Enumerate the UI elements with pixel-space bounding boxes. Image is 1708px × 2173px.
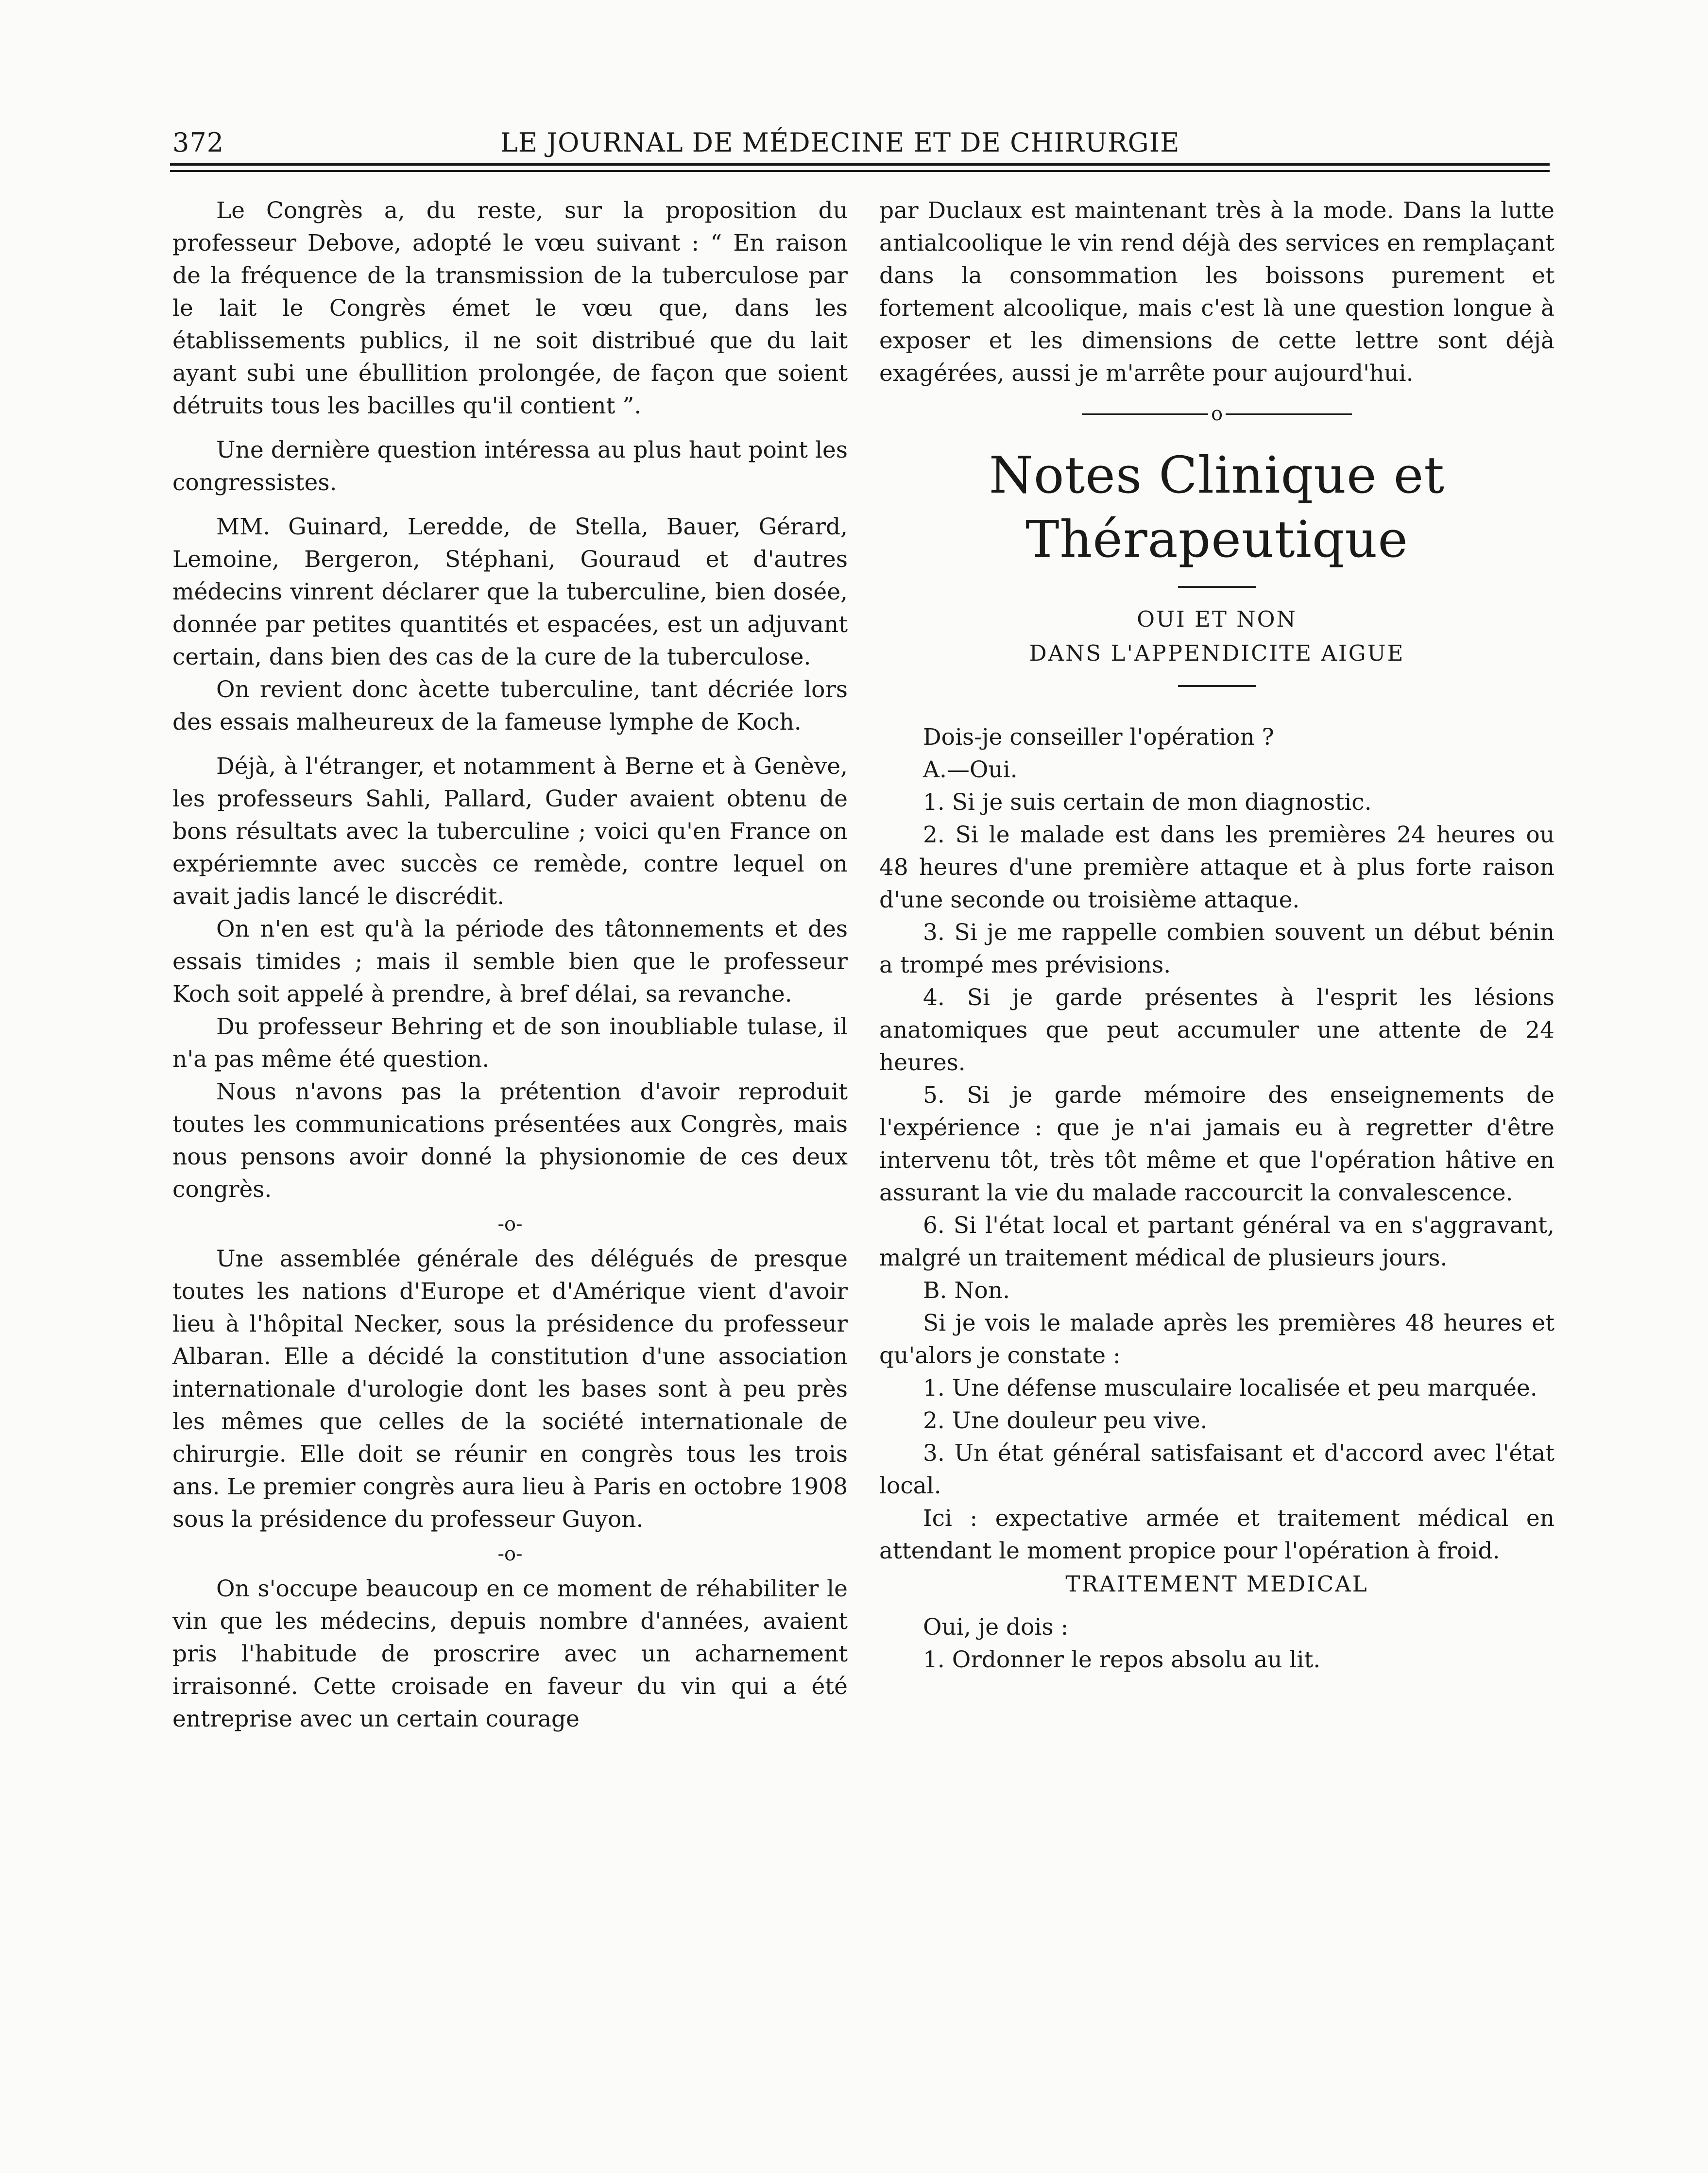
subtitle: DANS L'APPENDICITE AIGUE xyxy=(1029,640,1405,666)
a-label: A.—Oui. xyxy=(923,756,1018,783)
list-item: 1. Une défense musculaire localisée et peu marquée. xyxy=(923,1375,1537,1402)
paragraph: On n'en est qu'à la période des tâtonnements et des essais timides ; mais il semble bien que le professeur Koch soit appelé à prendre, à bref délai, sa revanche. xyxy=(172,916,848,1008)
list-item: 5. Si je garde mémoire des enseignements de l'expérience : que je n'ai jamais eu à regretter d'être intervenu tôt, très tôt même et que l'opération hâtive en assurant la vie du malade raccourcit la convalescence. xyxy=(879,1082,1554,1206)
paragraph: On revient donc àcette tuberculine, tant décriée lors des essais malheureux de la fameuse lymphe de Koch. xyxy=(172,676,848,736)
page-number: 372 xyxy=(172,127,224,158)
list-item: 1. Ordonner le repos absolu au lit. xyxy=(923,1646,1321,1673)
running-title: LE JOURNAL DE MÉDECINE ET DE CHIRURGIE xyxy=(500,127,1180,158)
header-rule-thin xyxy=(170,170,1550,172)
paragraph: MM. Guinard, Leredde, de Stella, Bauer, Gérard, Lemoine, Bergeron, Stéphani, Gouraud et d'autres médecins vinrent déclarer que la tuberculine, bien dosée, donnée par petites quantités et espacées, est un adjuvant certain, dans bien des cas de la cure de la tuberculose. xyxy=(172,513,848,670)
header-rule xyxy=(170,163,1550,166)
separator: o xyxy=(879,404,1554,424)
section-title: Notes Clinique et Thérapeutique xyxy=(989,445,1445,569)
b-label: B. Non. xyxy=(923,1277,1010,1304)
subtitle: OUI ET NON xyxy=(1137,606,1297,632)
list-item: 3. Un état général satisfaisant et d'accord avec l'état local. xyxy=(879,1440,1554,1499)
paragraph: Ici : expectative armée et traitement médical en attendant le moment propice pour l'opération à froid. xyxy=(879,1505,1554,1564)
paragraph: Une assemblée générale des délégués de presque toutes les nations d'Europe et d'Amérique vient d'avoir lieu à l'hôpital Necker, sous la présidence du professeur Albaran. Elle a décidé la constitution d'une association internationale d'urologie dont les bases sont à peu près les mêmes que celles de la société internationale de chirurgie. Elle doit se réunir en congrès tous les trois ans. Le premier congrès aura lieu à Paris en octobre 1908 sous la présidence du professeur Guyon. xyxy=(172,1246,848,1533)
list-item: 2. Une douleur peu vive. xyxy=(923,1407,1208,1434)
treatment-heading: TRAITEMENT MEDICAL xyxy=(1065,1571,1368,1597)
question: Dois-je conseiller l'opération ? xyxy=(923,724,1274,751)
list-item: 3. Si je me rappelle combien souvent un début bénin a trompé mes prévisions. xyxy=(879,919,1554,978)
paragraph: par Duclaux est maintenant très à la mode. Dans la lutte antialcoolique le vin rend déjà des services en remplaçant dans la consommation les boissons purement et fortement alcoolique, mais c'est là une question longue à exposer et les dimensions de cette lettre sont déjà exagérées, aussi je m'arrête pour aujourd'hui. xyxy=(879,197,1554,387)
short-rule xyxy=(1178,586,1256,588)
paragraph: Nous n'avons pas la prétention d'avoir reproduit toutes les communications présentées aux Congrès, mais nous pensons avoir donné la physionomie de ces deux congrès. xyxy=(172,1078,848,1203)
right-column xyxy=(879,194,1554,1676)
paragraph: On s'occupe beaucoup en ce moment de réhabiliter le vin que les médecins, depuis nombre d'années, avaient pris l'habitude de proscrire avec un acharnement irraisonné. Cette croisade en faveur du vin qui a été entreprise avec un certain courage xyxy=(172,1575,848,1732)
separator: -o- xyxy=(497,1543,523,1565)
paragraph: Du professeur Behring et de son inoubliable tulase, il n'a pas même été question. xyxy=(172,1013,848,1073)
list-item: 2. Si le malade est dans les premières 24 heures ou 48 heures d'une première attaque et à plus forte raison d'une seconde ou troisième attaque. xyxy=(879,821,1554,913)
paragraph: Oui, je dois : xyxy=(923,1614,1069,1641)
separator: -o- xyxy=(497,1213,523,1235)
list-item: 1. Si je suis certain de mon diagnostic. xyxy=(923,789,1372,816)
paragraph: Le Congrès a, du reste, sur la proposition du professeur Debove, adopté le vœu suivant : “ En raison de la fréquence de la transmission de la tuberculose par le lait le Congrès émet le vœu que, dans les établissements publics, il ne soit distribué que du lait ayant subi une ébullition prolongée, de façon que soient détruits tous les bacilles qu'il contient ”. xyxy=(172,197,848,419)
list-item: 4. Si je garde présentes à l'esprit les lésions anatomiques que peut accumuler une attente de 24 heures. xyxy=(879,984,1554,1076)
left-column xyxy=(172,194,848,1735)
paragraph: Déjà, à l'étranger, et notamment à Berne et à Genève, les professeurs Sahli, Pallard, Guder avaient obtenu de bons résultats avec la tuberculine ; voici qu'en France on expériemnte avec succès ce remède, contre lequel on avait jadis lancé le discrédit. xyxy=(172,753,848,910)
list-item: 6. Si l'état local et partant général va en s'aggravant, malgré un traitement médical de plusieurs jours. xyxy=(879,1212,1554,1271)
paragraph: Une dernière question intéressa au plus haut point les congressistes. xyxy=(172,437,848,496)
paragraph: Si je vois le malade après les premières 48 heures et qu'alors je constate : xyxy=(879,1310,1554,1369)
short-rule xyxy=(1178,685,1256,687)
